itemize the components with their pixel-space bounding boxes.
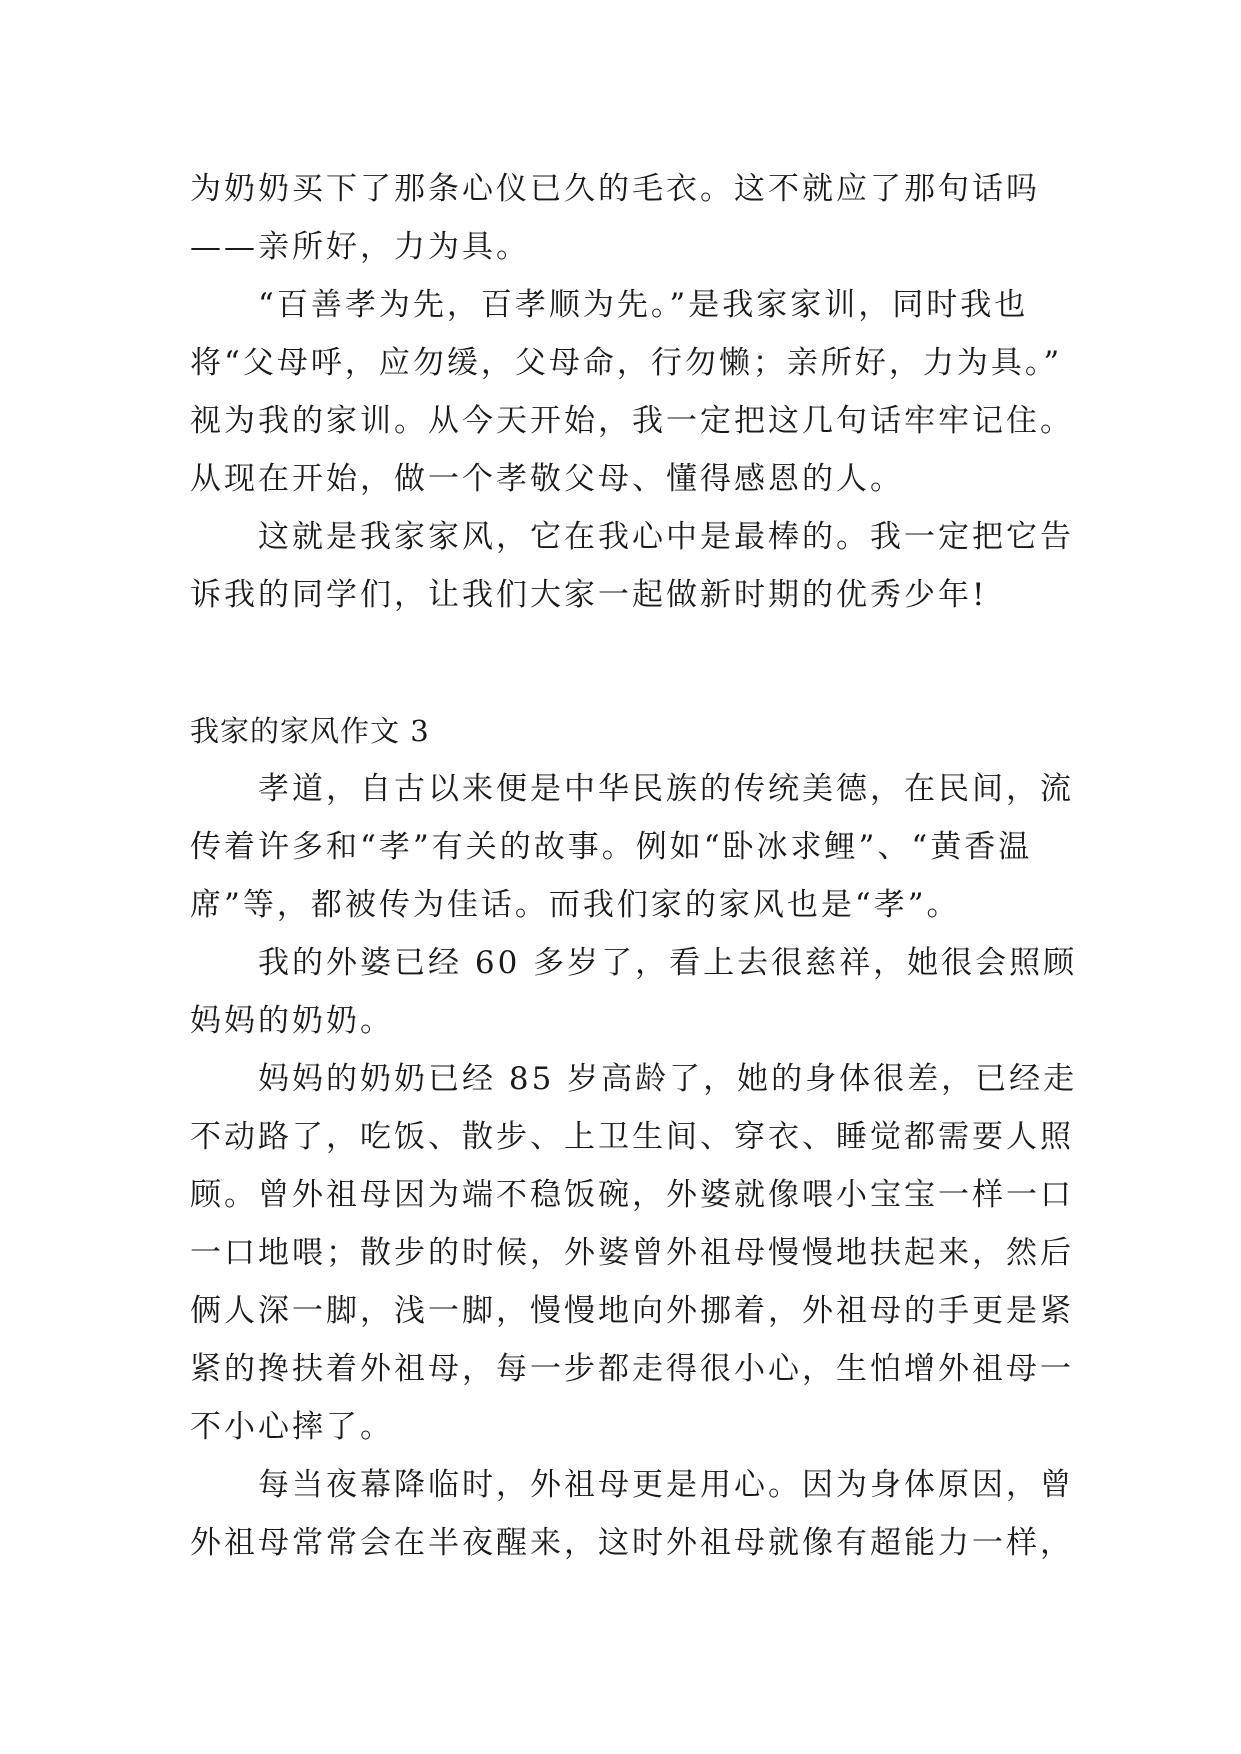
text-line: “百善孝为先，百孝顺为先。”是我家家训，同时我也 bbox=[190, 287, 1029, 323]
text-line: 诉我的同学们，让我们大家一起做新时期的优秀少年! bbox=[190, 577, 988, 613]
text-line: 一口地喂；散步的时候，外婆曾外祖母慢慢地扶起来，然后 bbox=[190, 1235, 1074, 1271]
text-line: 从现在开始，做一个孝敬父母、懂得感恩的人。 bbox=[190, 461, 904, 497]
text-line: 将“父母呼，应勿缓，父母命，行勿懒；亲所好，力为具。” bbox=[190, 345, 1063, 381]
text-line: 外祖母常常会在半夜醒来，这时外祖母就像有超能力一样， bbox=[190, 1525, 1074, 1561]
text-line: 孝道，自古以来便是中华民族的传统美德，在民间，流 bbox=[190, 771, 1074, 807]
text-line: 我的外婆已经 60 多岁了，看上去很慈祥，她很会照顾 bbox=[190, 945, 1078, 981]
text-line: 不小心摔了。 bbox=[190, 1409, 394, 1445]
text-line: 视为我的家训。从今天开始，我一定把这几句话牢牢记住。 bbox=[190, 403, 1074, 439]
text-line: 每当夜幕降临时，外祖母更是用心。因为身体原因，曾 bbox=[190, 1467, 1074, 1503]
text-line: 妈妈的奶奶。 bbox=[190, 1003, 394, 1039]
text-line: 妈妈的奶奶已经 85 岁高龄了，她的身体很差，已经走 bbox=[190, 1061, 1078, 1097]
text-line: 不动路了，吃饭、散步、上卫生间、穿衣、睡觉都需要人照 bbox=[190, 1119, 1074, 1155]
text-line: 紧的搀扶着外祖母，每一步都走得很小心，生怕增外祖母一 bbox=[190, 1351, 1074, 1387]
section-spacer bbox=[190, 624, 1056, 702]
text-line: 这就是我家家风，它在我心中是最棒的。我一定把它告 bbox=[190, 519, 1074, 555]
text-line: 席”等，都被传为佳话。而我们家的家风也是“孝”。 bbox=[190, 887, 961, 923]
text-line: 顾。曾外祖母因为端不稳饭碗，外婆就像喂小宝宝一样一口 bbox=[190, 1177, 1074, 1213]
document-body bbox=[190, 160, 1078, 1572]
text-line: 俩人深一脚，浅一脚，慢慢地向外挪着，外祖母的手更是紧 bbox=[190, 1293, 1074, 1329]
text-line: 传着许多和“孝”有关的故事。例如“卧冰求鲤”、“黄香温 bbox=[190, 829, 1033, 865]
text-line: ——亲所好，力为具。 bbox=[190, 229, 530, 265]
text-line: 为奶奶买下了那条心仪已久的毛衣。这不就应了那句话吗 bbox=[190, 171, 1040, 207]
section-heading: 我家的家风作文 3 bbox=[190, 714, 430, 748]
